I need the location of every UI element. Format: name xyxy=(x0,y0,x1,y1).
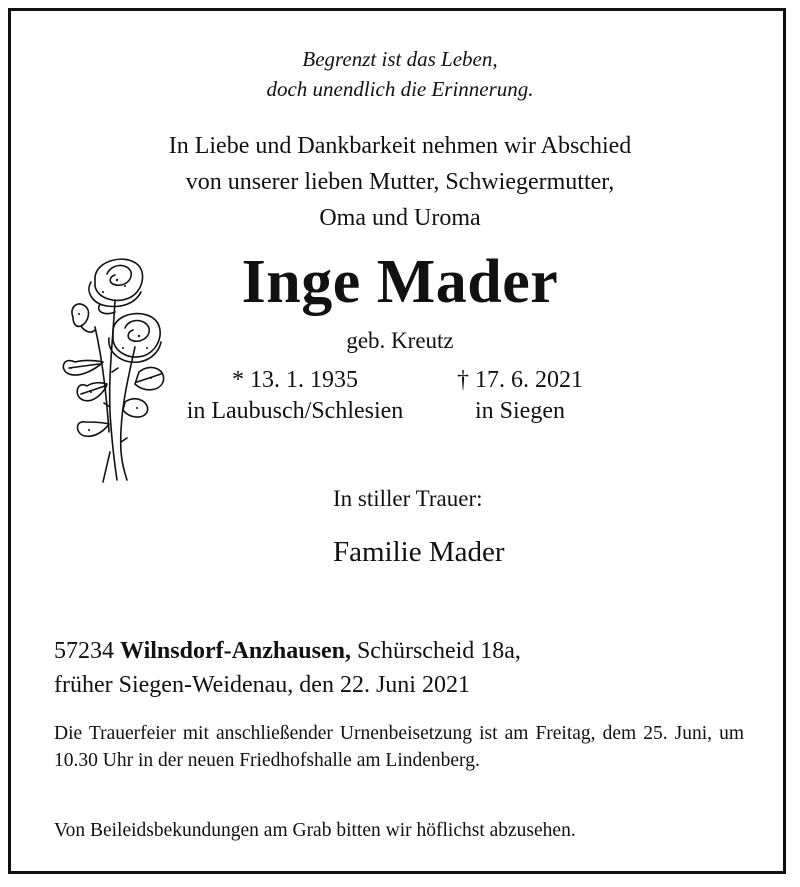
address-line-2: früher Siegen-Weidenau, den 22. Juni 2021 xyxy=(54,672,470,698)
birth-info xyxy=(160,365,430,427)
deceased-name: Inge Mader xyxy=(241,248,559,316)
maiden-name: geb. Kreutz xyxy=(346,328,454,353)
death-place: in Siegen xyxy=(475,398,565,424)
mourning-intro: In stiller Trauer: xyxy=(333,486,483,511)
motto-line-1: Begrenzt ist das Leben, xyxy=(302,47,498,71)
address-line-1 xyxy=(54,634,521,668)
birth-place: in Laubusch/Schlesien xyxy=(186,398,404,424)
town: Wilnsdorf-Anzhausen, xyxy=(120,638,351,664)
intro-text xyxy=(0,128,800,236)
motto-line-2: doch unendlich die Erinnerung. xyxy=(266,77,534,101)
intro-line-3: Oma und Uroma xyxy=(319,205,481,231)
postal-code: 57234 xyxy=(54,638,114,664)
family-name: Familie Mader xyxy=(333,536,505,568)
birth-date: * 13. 1. 1935 xyxy=(232,367,358,393)
death-date: † 17. 6. 2021 xyxy=(457,367,583,393)
address-block xyxy=(54,634,521,702)
intro-line-1: In Liebe und Dankbarkeit nehmen wir Abschied xyxy=(168,133,632,159)
death-info xyxy=(420,365,620,427)
motto xyxy=(0,44,800,104)
condolence-notice: Von Beileidsbekundungen am Grab bitten wir höflichst abzusehen. xyxy=(54,820,576,841)
intro-line-2: von unserer lieben Mutter, Schwiegermutter, xyxy=(185,169,615,195)
ceremony-notice: Die Trauerfeier mit anschließender Urnenbeisetzung ist am Freitag, dem 25. Juni, um 10.30 Uhr in der neuen Friedhofshalle am Lindenberg. xyxy=(54,723,744,771)
street: Schürscheid 18a, xyxy=(356,638,521,664)
